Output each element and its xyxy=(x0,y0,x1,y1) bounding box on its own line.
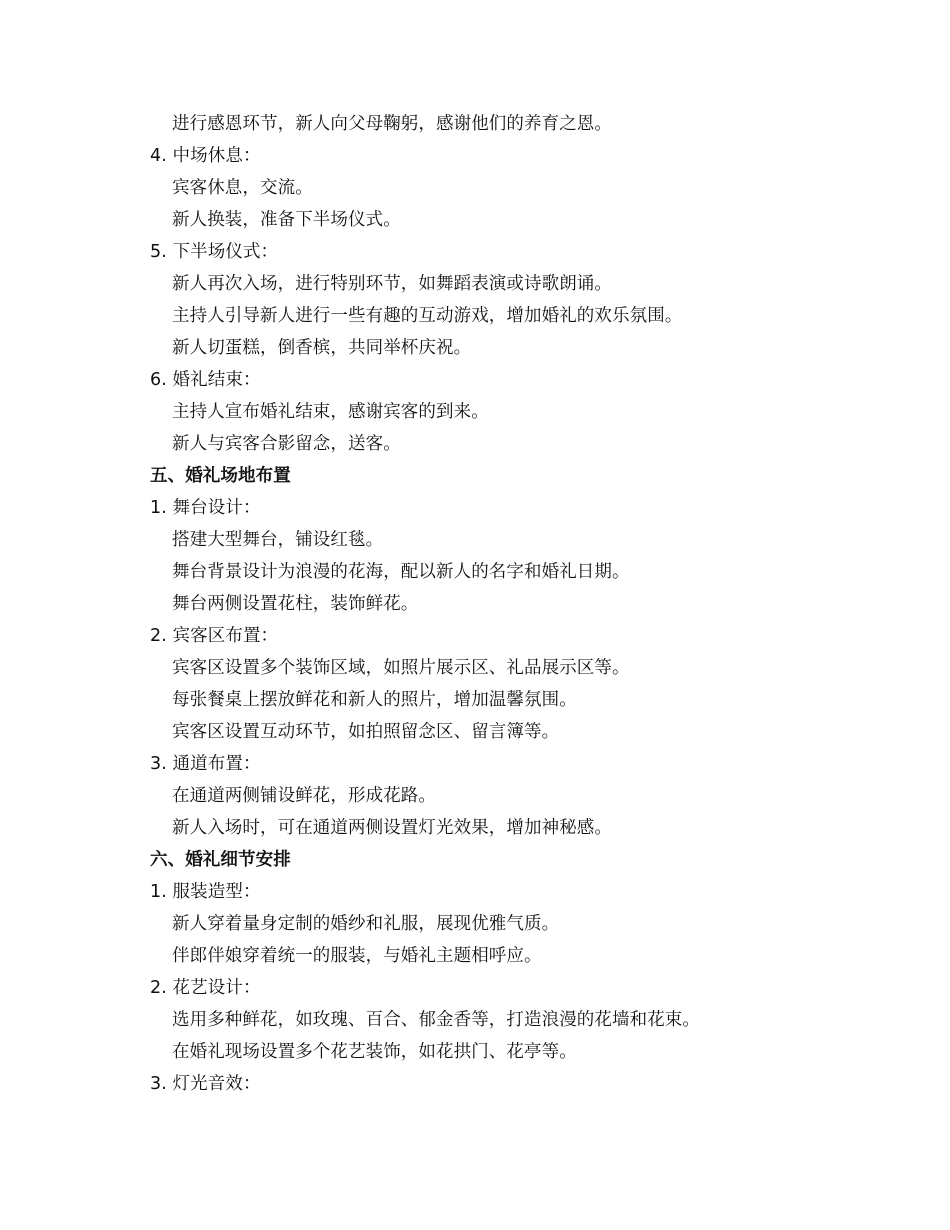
list-item-text: 宾客休息，交流。 xyxy=(172,178,313,198)
numbered-subheading: 2. 宾客区布置： xyxy=(150,626,279,646)
list-item-text: 新人入场时，可在通道两侧设置灯光效果，增加神秘感。 xyxy=(172,818,612,838)
list-item-text: 新人切蛋糕，倒香槟，共同举杯庆祝。 xyxy=(172,338,472,358)
list-item-text: 新人换装，准备下半场仪式。 xyxy=(172,210,401,230)
list-item-text: 在通道两侧铺设鲜花，形成花路。 xyxy=(172,786,436,806)
list-item-text: 选用多种鲜花，如玫瑰、百合、郁金香等，打造浪漫的花墙和花束。 xyxy=(172,1010,700,1030)
numbered-subheading: 6. 婚礼结束： xyxy=(150,370,261,390)
numbered-subheading: 3. 灯光音效： xyxy=(150,1074,261,1094)
list-item-text: 在婚礼现场设置多个花艺装饰，如花拱门、花亭等。 xyxy=(172,1042,577,1062)
list-item-text: 进行感恩环节，新人向父母鞠躬，感谢他们的养育之恩。 xyxy=(172,114,612,134)
numbered-subheading: 4. 中场休息： xyxy=(150,146,261,166)
list-item-text: 主持人宣布婚礼结束，感谢宾客的到来。 xyxy=(172,402,489,422)
list-item-text: 主持人引导新人进行一些有趣的互动游戏，增加婚礼的欢乐氛围。 xyxy=(172,306,683,326)
numbered-subheading: 5. 下半场仪式： xyxy=(150,242,279,262)
numbered-subheading: 1. 舞台设计： xyxy=(150,498,261,518)
list-item-text: 伴郎伴娘穿着统一的服装，与婚礼主题相呼应。 xyxy=(172,946,542,966)
section-heading: 六、婚礼细节安排 xyxy=(150,850,291,870)
numbered-subheading: 2. 花艺设计： xyxy=(150,978,261,998)
list-item-text: 宾客区设置互动环节，如拍照留念区、留言簿等。 xyxy=(172,722,560,742)
numbered-subheading: 1. 服装造型： xyxy=(150,882,261,902)
numbered-subheading: 3. 通道布置： xyxy=(150,754,261,774)
list-item-text: 新人再次入场，进行特别环节，如舞蹈表演或诗歌朗诵。 xyxy=(172,274,612,294)
list-item-text: 新人与宾客合影留念，送客。 xyxy=(172,434,401,454)
section-heading: 五、婚礼场地布置 xyxy=(150,466,291,486)
list-item-text: 舞台背景设计为浪漫的花海，配以新人的名字和婚礼日期。 xyxy=(172,562,630,582)
list-item-text: 新人穿着量身定制的婚纱和礼服，展现优雅气质。 xyxy=(172,914,560,934)
document-body xyxy=(0,108,950,1100)
list-item-text: 每张餐桌上摆放鲜花和新人的照片，增加温馨氛围。 xyxy=(172,690,577,710)
list-item-text: 舞台两侧设置花柱，装饰鲜花。 xyxy=(172,594,419,614)
list-item-text: 搭建大型舞台，铺设红毯。 xyxy=(172,530,384,550)
list-item-text: 宾客区设置多个装饰区域，如照片展示区、礼品展示区等。 xyxy=(172,658,630,678)
